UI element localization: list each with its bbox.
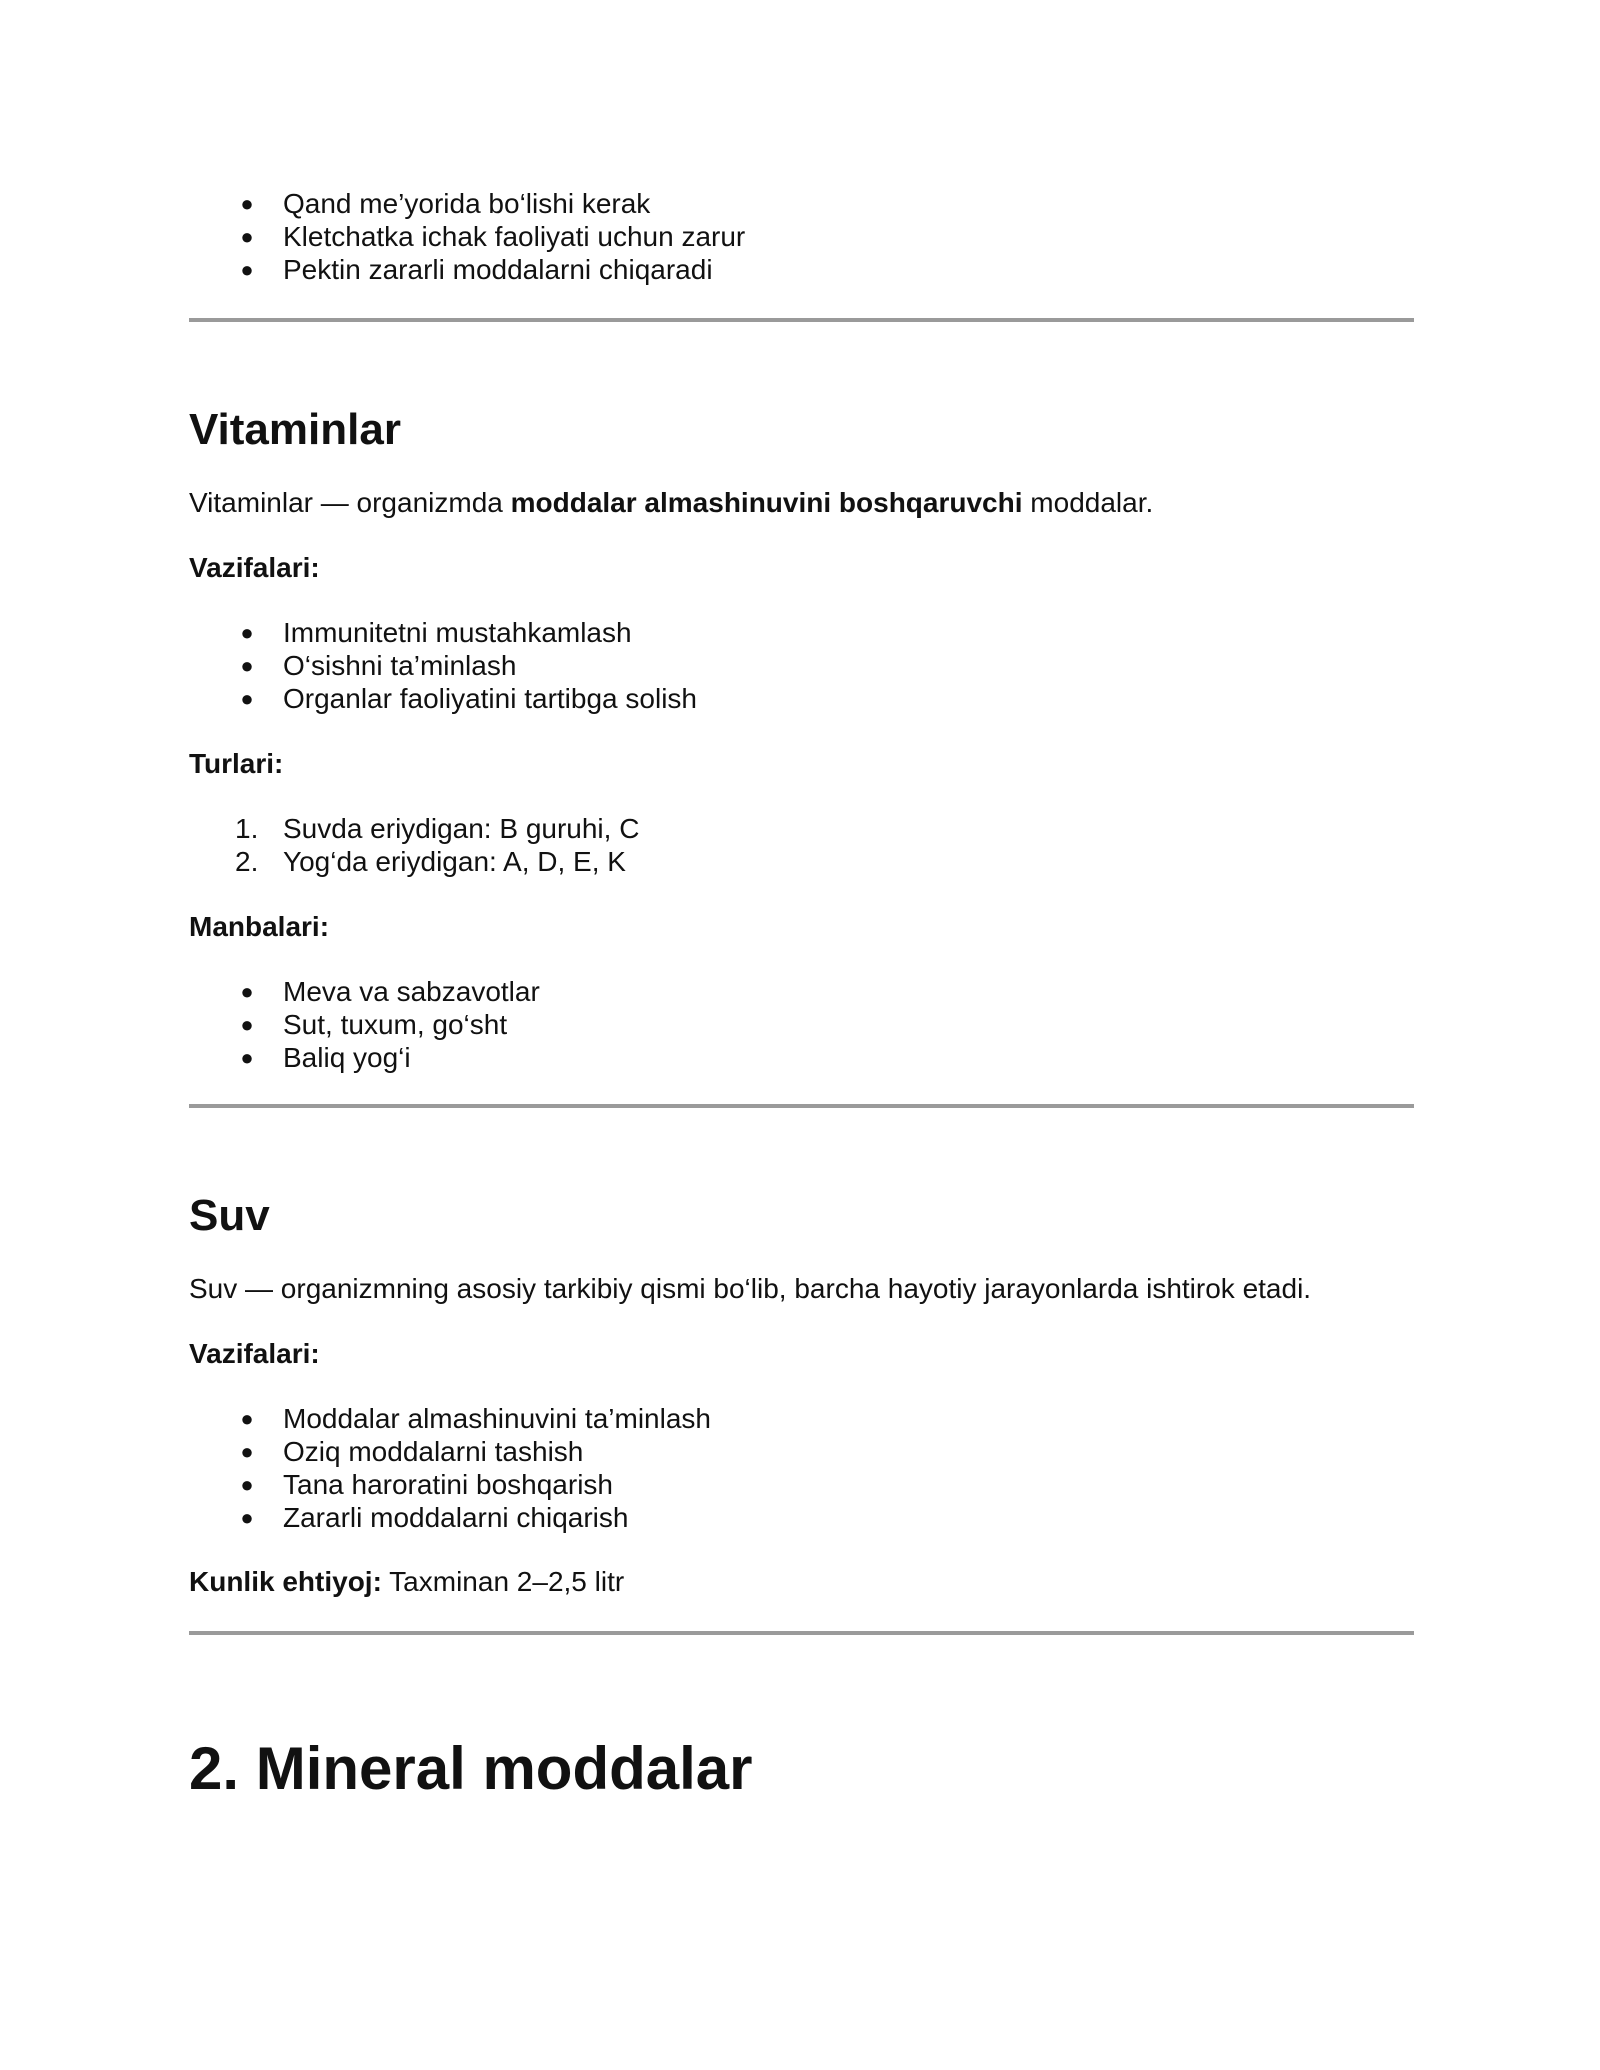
list-item: ● Meva va sabzavotlar (189, 975, 540, 1008)
vitaminlar-paragraph: Vitaminlar — organizmda moddalar almashinuvini boshqaruvchi moddalar. (189, 487, 1154, 518)
vitaminlar-vazifalari-list (189, 616, 697, 715)
bullet-icon: ● (240, 191, 254, 216)
list-item: ● Immunitetni mustahkamlash (189, 616, 697, 649)
horizontal-rule (189, 318, 1414, 322)
bullet-icon: ● (240, 1406, 254, 1431)
list-item: ● Organlar faoliyatini tartibga solish (189, 682, 697, 715)
bullet-icon: ● (240, 257, 254, 282)
bullet-icon: ● (240, 1439, 254, 1464)
vitaminlar-vazifalari-label: Vazifalari: (189, 552, 320, 583)
list-item: ● O‘sishni ta’minlash (189, 649, 697, 682)
bullet-icon: ● (240, 686, 254, 711)
bullet-icon: ● (240, 1045, 254, 1070)
bullet-icon: ● (240, 1012, 254, 1037)
list-item: 2. Yog‘da eriydigan: A, D, E, K (235, 846, 626, 877)
list-item: ● Oziq moddalarni tashish (189, 1435, 711, 1468)
suv-paragraph: Suv — organizmning asosiy tarkibiy qismi bo‘lib, barcha hayotiy jarayonlarda ishtirok etadi. (189, 1273, 1312, 1304)
vitaminlar-turlari-label: Turlari: (189, 748, 284, 779)
list-item: ● Qand me’yorida bo‘lishi kerak (189, 187, 745, 220)
bullet-icon: ● (240, 653, 254, 678)
intro-list (189, 187, 745, 286)
list-item: 1. Suvda eriydigan: B guruhi, C (235, 813, 640, 844)
suv-vazifalari-label: Vazifalari: (189, 1338, 320, 1369)
bullet-icon: ● (240, 1472, 254, 1497)
section-heading-suv: Suv (189, 1191, 270, 1240)
list-item: ● Tana haroratini boshqarish (189, 1468, 711, 1501)
section-heading-mineral-moddalar: 2. Mineral moddalar (189, 1735, 753, 1802)
bullet-icon: ● (240, 1505, 254, 1530)
list-item: ● Kletchatka ichak faoliyati uchun zarur (189, 220, 745, 253)
horizontal-rule (189, 1104, 1414, 1108)
vitaminlar-turlari-list (189, 812, 639, 878)
bullet-icon: ● (240, 224, 254, 249)
vitaminlar-manbalari-list (189, 975, 540, 1074)
bullet-icon: ● (240, 620, 254, 645)
list-item: ● Moddalar almashinuvini ta’minlash (189, 1402, 711, 1435)
list-item: ● Pektin zararli moddalarni chiqaradi (189, 253, 745, 286)
list-item: ● Sut, tuxum, go‘sht (189, 1008, 540, 1041)
section-heading-vitaminlar: Vitaminlar (189, 405, 401, 454)
horizontal-rule (189, 1631, 1414, 1635)
list-item: ● Baliq yog‘i (189, 1041, 540, 1074)
bullet-icon: ● (240, 979, 254, 1004)
suv-vazifalari-list (189, 1402, 711, 1534)
list-item: ● Zararli moddalarni chiqarish (189, 1501, 711, 1534)
kunlik-ehtiyoj: Kunlik ehtiyoj: Taxminan 2–2,5 litr (189, 1566, 625, 1597)
vitaminlar-manbalari-label: Manbalari: (189, 911, 330, 942)
